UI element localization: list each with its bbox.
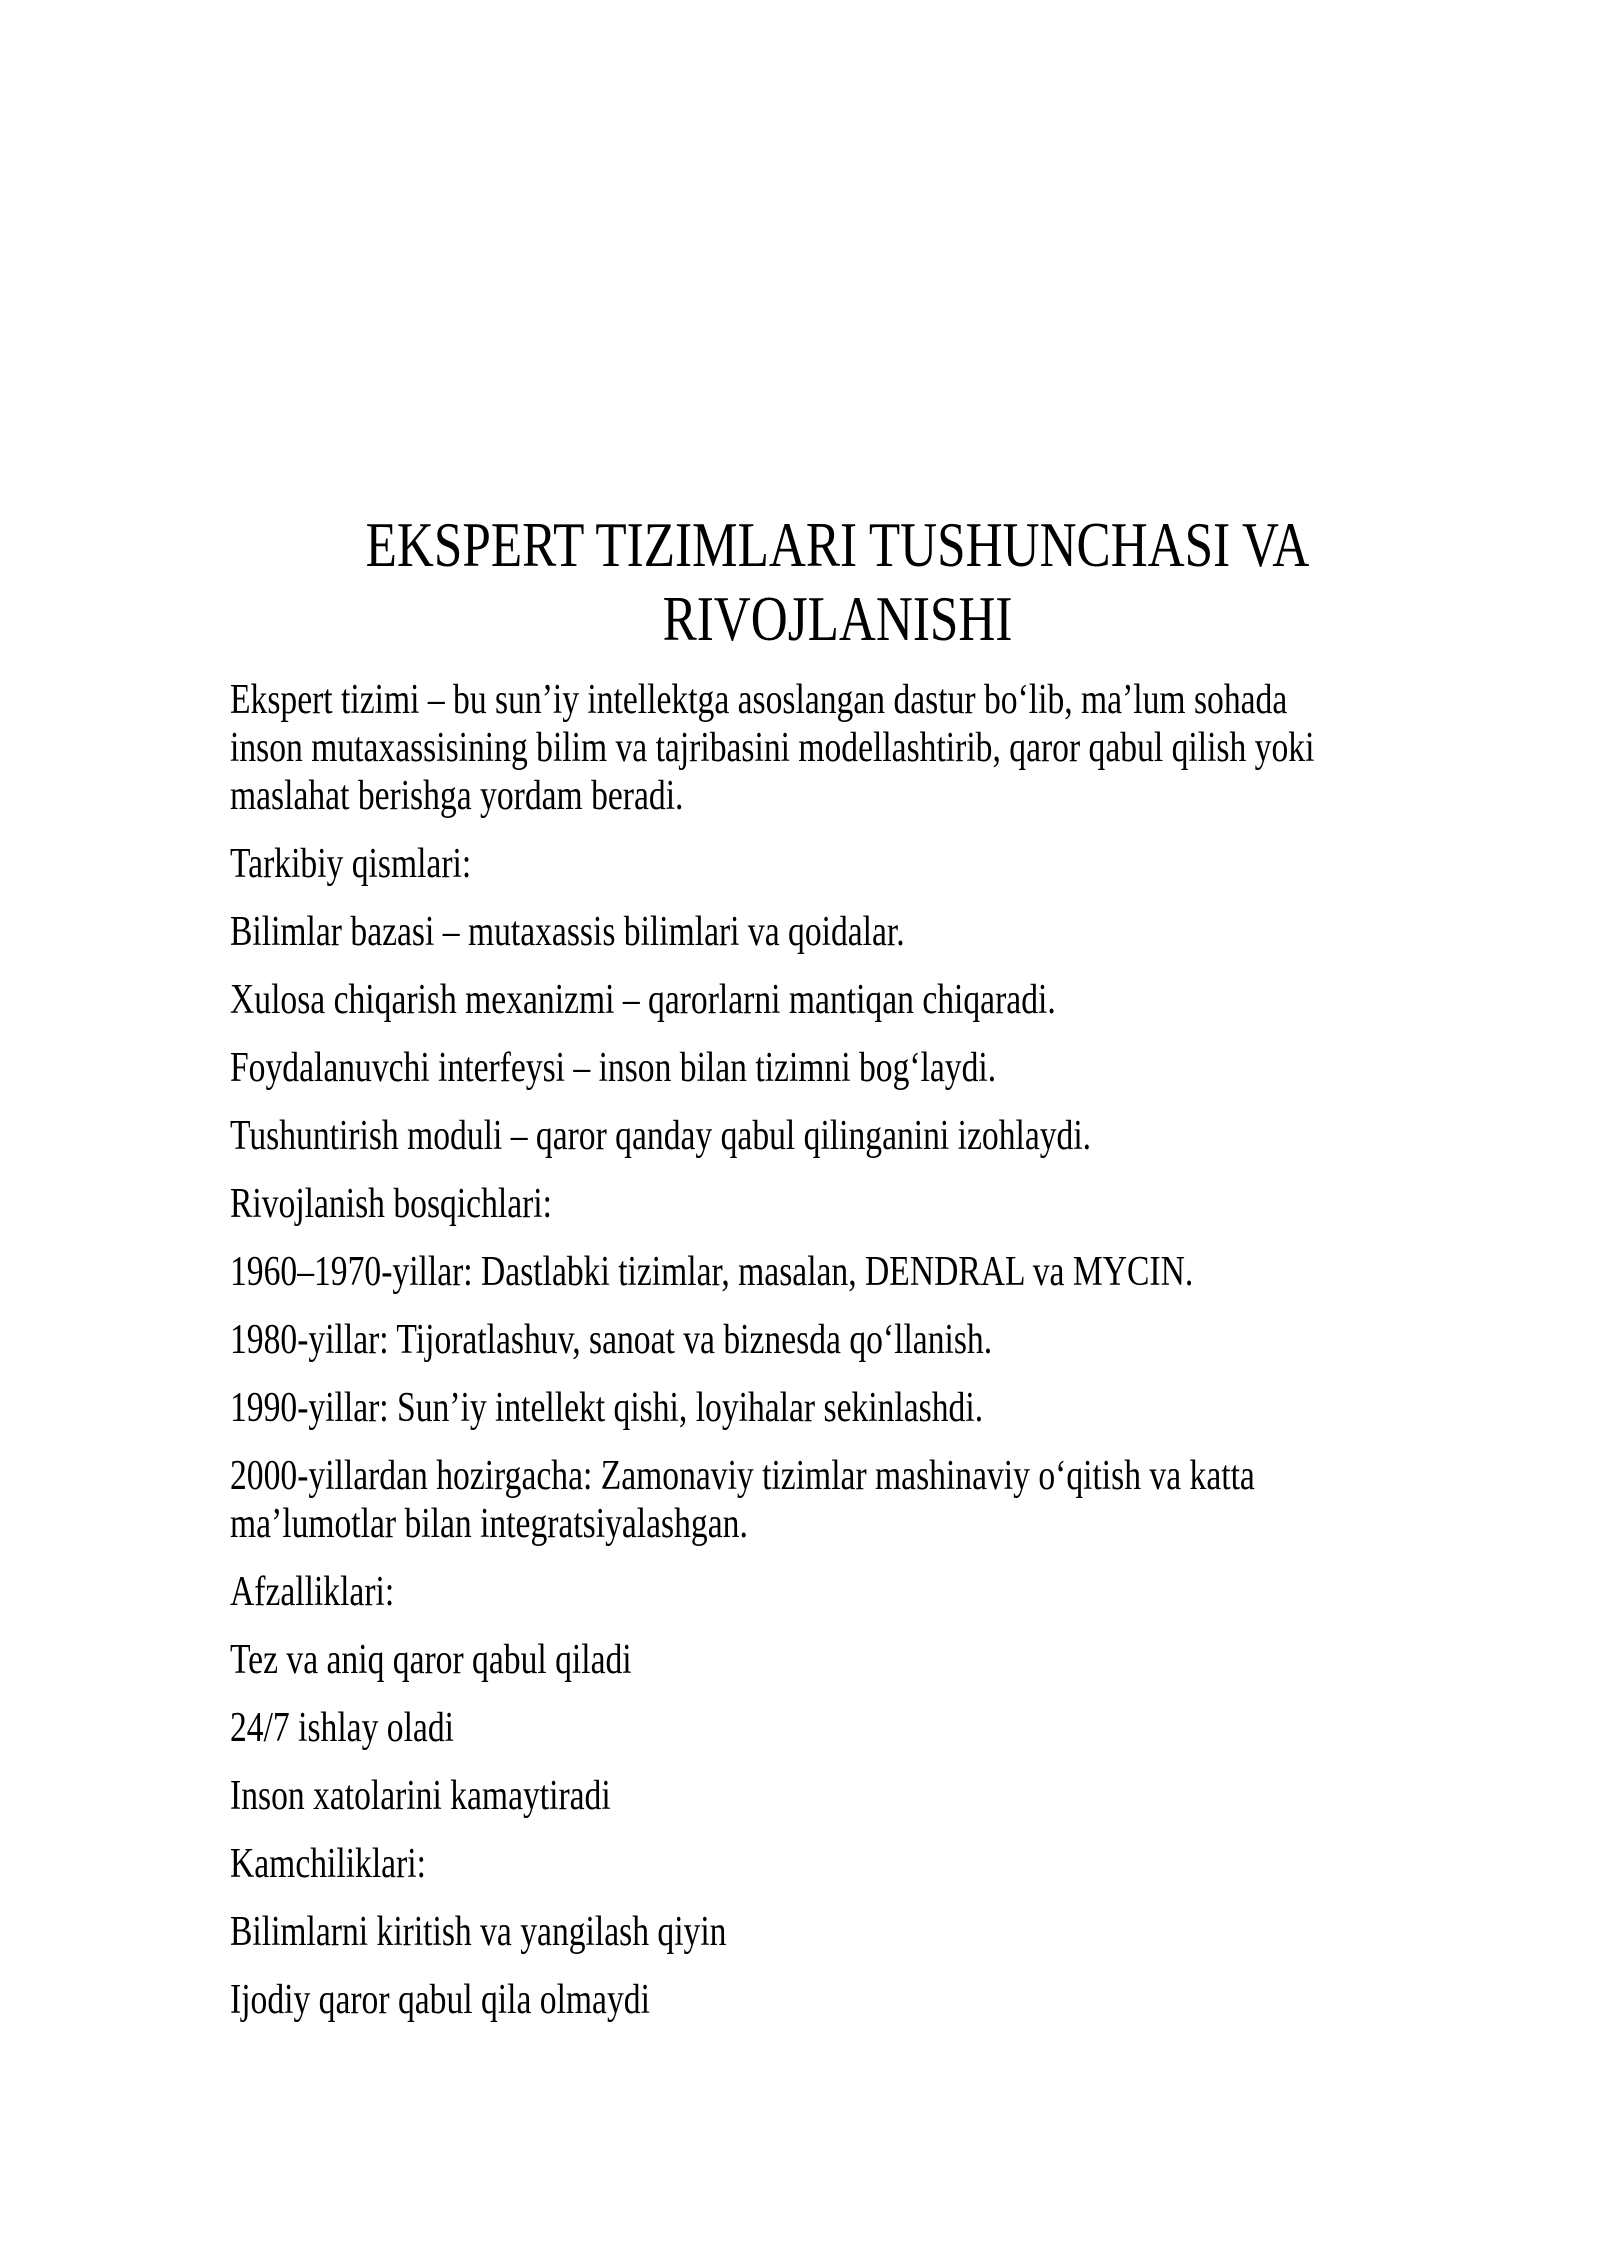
text-line: Bilimlarni kiritish va yangilash qiyin [230,1909,727,1955]
paragraphs [230,676,1445,2024]
page-title [230,508,1445,656]
text-line: Ekspert tizimi – bu sun’iy intellektga asoslangan dastur bo‘lib, ma’lum sohada [230,677,1288,723]
paragraph [230,1636,1445,1684]
text-line: 1990-yillar: Sun’iy intellekt qishi, loyihalar sekinlashdi. [230,1385,984,1431]
text-line: maslahat berishga yordam beradi. [230,773,684,819]
paragraph [230,1180,1445,1228]
paragraph [230,1112,1445,1160]
paragraph [230,908,1445,956]
paragraph [230,1976,1445,2024]
text-line: Tez va aniq qaror qabul qiladi [230,1637,632,1683]
text-column [230,508,1445,2044]
paragraph [230,1248,1445,1296]
paragraph [230,1704,1445,1752]
paragraph [230,976,1445,1024]
text-line: 1960–1970-yillar: Dastlabki tizimlar, masalan, DENDRAL va MYCIN. [230,1249,1194,1295]
text-line: ma’lumotlar bilan integratsiyalashgan. [230,1501,748,1547]
text-line: Xulosa chiqarish mexanizmi – qarorlarni mantiqan chiqaradi. [230,977,1056,1023]
text-line: Tushuntirish moduli – qaror qanday qabul qilinganini izohlaydi. [230,1113,1092,1159]
text-line: Tarkibiy qismlari: [230,841,472,887]
text-line: 24/7 ishlay oladi [230,1705,454,1751]
paragraph [230,1452,1445,1548]
text-line: Rivojlanish bosqichlari: [230,1181,552,1227]
paragraph [230,840,1445,888]
text-line: Bilimlar bazasi – mutaxassis bilimlari va qoidalar. [230,909,905,955]
text-line: Kamchiliklari: [230,1841,426,1887]
text-line: 1980-yillar: Tijoratlashuv, sanoat va biznesda qo‘llanish. [230,1317,993,1363]
paragraph [230,1384,1445,1432]
page-title-line-1: EKSPERT TIZIMLARI TUSHUNCHASI VA [365,509,1310,580]
text-line: Inson xatolarini kamaytiradi [230,1773,611,1819]
paragraph [230,1772,1445,1820]
text-line: 2000-yillardan hozirgacha: Zamonaviy tizimlar mashinaviy o‘qitish va katta [230,1453,1255,1499]
text-line: Afzalliklari: [230,1569,395,1615]
text-line: Ijodiy qaror qabul qila olmaydi [230,1977,650,2023]
paragraph [230,676,1445,820]
text-line: Foydalanuvchi interfeysi – inson bilan tizimni bog‘laydi. [230,1045,997,1091]
paragraph [230,1568,1445,1616]
paragraph [230,1908,1445,1956]
paragraph [230,1840,1445,1888]
text-line: inson mutaxassisining bilim va tajribasini modellashtirib, qaror qabul qilish yoki [230,725,1315,771]
paragraph [230,1316,1445,1364]
page-title-line-2: RIVOJLANISHI [662,583,1013,654]
paragraph [230,1044,1445,1092]
